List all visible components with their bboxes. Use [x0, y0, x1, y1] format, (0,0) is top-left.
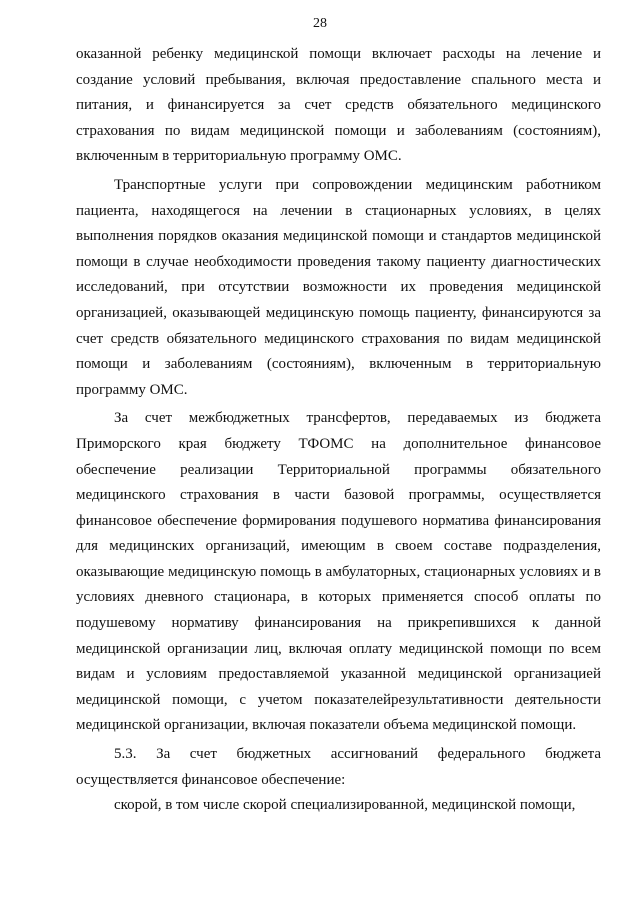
paragraph-section-5-3: 5.3. За счет бюджетных ассигнований федерального бюджета осуществляется финансовое обеспечение: [76, 746, 601, 788]
paragraph-transport-services: Транспортные услуги при сопровождении медицинским работником пациента, находящегося на лечении в стационарных условиях, в целях выполнения порядков оказания медицинской помощи и стандартов медицинской помощи в случае необходимости проведения такому пациенту диагностических исследований, при отсутствии возможности их проведения медицинской организацией, оказывающей медицинскую помощь пациенту, финансируются за счет средств обязательного медицинского страхования по видам медицинской помощи и заболеваниям (состояниям), включенным в территориальную программу ОМС. [76, 176, 601, 398]
document-body [76, 42, 601, 819]
paragraph-continuation: оказанной ребенку медицинской помощи включает расходы на лечение и создание условий пребывания, включая предоставление спального места и питания, и финансируется за счет средств обязательного медицинского страхования по видам медицинской помощи и заболеваниям (состояниям), включенным в территориальную программу ОМС. [76, 46, 601, 165]
paragraph-interbudget-transfers: За счет межбюджетных трансфертов, передаваемых из бюджета Приморского края бюджету ТФОМС на дополнительное финансовое обеспечение реализации Территориальной программы обязательного медицинского страхования в части базовой программы, осуществляется финансовое обеспечение формирования подушевого норматива финансирования для медицинских организаций, имеющим в своем составе подразделения, оказывающие медицинскую помощь в амбулаторных, стационарных условиях и в условиях дневного стационара, в которых применяется способ оплаты по подушевому нормативу финансирования на прикрепившихся к данной медицинской организации лиц, включая оплату медицинской помощи по всем видам и условиям предоставляемой указанной медицинской организацией медицинской помощи, с учетом показателейрезультативности деятельности медицинской организации, включая показатели объема медицинской помощи. [76, 410, 601, 734]
paragraph-emergency-care: скорой, в том числе скорой специализированной, медицинской помощи, [114, 797, 576, 814]
page-number: 28 [313, 16, 327, 31]
